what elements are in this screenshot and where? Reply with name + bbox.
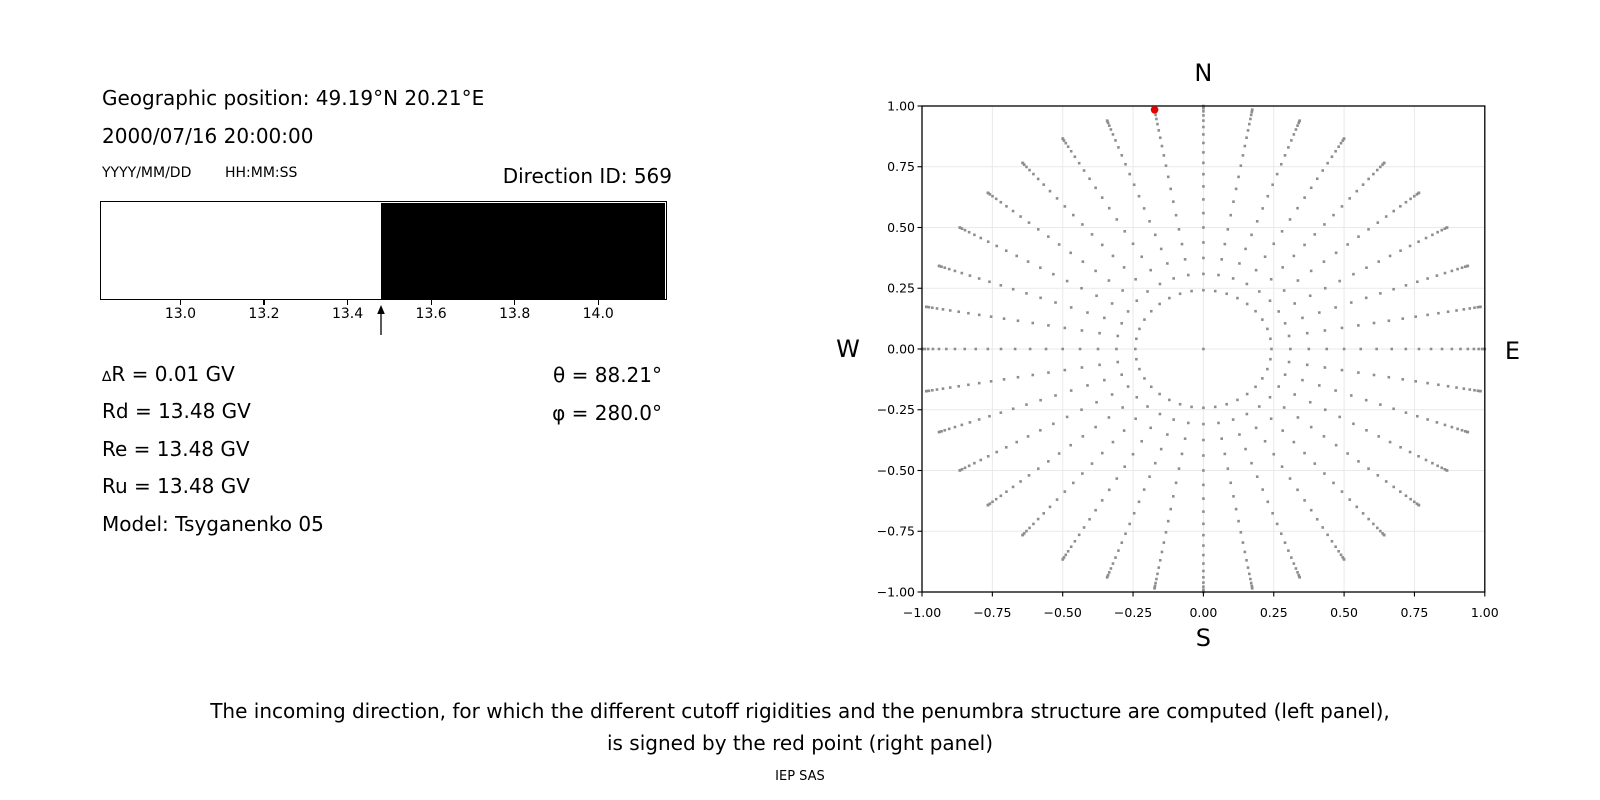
x-tick-label: −0.25 [1113,605,1153,620]
penumbra-tick-label: 13.2 [248,306,280,322]
x-tick-label: 0.25 [1259,605,1288,620]
phi-text: φ = 280.0° [552,400,662,425]
y-tick-label: −1.00 [876,584,915,600]
x-tick-label: 0.00 [1189,605,1218,620]
direction-id-text: Direction ID: 569 [502,164,672,188]
x-tick-label: −0.75 [973,605,1012,620]
x-tick-label: −1.00 [902,605,942,620]
x-tick-label: 0.75 [1400,605,1429,620]
rd-text: Rd = 13.48 GV [102,398,251,423]
penumbra-tick-label: 13.8 [499,306,531,322]
theta-text: θ = 88.21° [553,363,662,387]
re-text: Re = 13.48 GV [102,436,250,461]
ru-text: Ru = 13.48 GV [102,474,250,498]
penumbra-forbidden-region [381,203,666,299]
penumbra-tick-label: 13.4 [331,306,364,322]
y-tick-label: −0.75 [876,523,915,539]
compass-e-label: E [1504,337,1521,365]
y-tick-label: −0.50 [876,462,915,478]
penumbra-tick-label: 13.6 [415,306,447,322]
date-format-label: YYYY/MM/DD [102,165,192,181]
penumbra-tick-label: 13.0 [164,306,197,322]
caption-line2: is signed by the red point (right panel) [606,731,994,755]
caption-line1: The incoming direction, for which the different cutoff rigidities and the penumbra structure are computed (left panel), [210,699,1390,723]
delta-r-value: R = 0.01 GV [111,361,235,386]
y-tick-label: 1.00 [887,98,915,114]
cutoff-marker-arrow [373,304,389,337]
compass-s-label: S [1195,624,1212,652]
penumbra-tick [514,300,515,305]
compass-n-label: N [1194,59,1213,87]
compass-w-label: W [836,335,860,363]
delta-symbol: ∆ [102,368,112,385]
geographic-position-text: Geographic position: 49.19°N 20.21°E [102,86,485,110]
delta-r-text [102,363,235,389]
x-tick-label: 1.00 [1470,605,1499,620]
x-tick-label: −0.50 [1043,605,1082,620]
y-tick-label: 0.00 [887,341,915,357]
tick-layer [877,98,1499,620]
credit-text: IEP SAS [775,769,825,784]
y-tick-label: −0.25 [876,402,915,418]
penumbra-tick-label: 14.0 [582,306,614,322]
time-format-label: HH:MM:SS [225,165,298,181]
penumbra-tick [263,300,264,305]
penumbra-tick [180,300,181,305]
direction-plot [820,40,1580,660]
y-tick-label: 0.25 [887,280,915,296]
selected-direction-point [1151,106,1159,114]
datetime-text: 2000/07/16 20:00:00 [102,124,314,148]
penumbra-chart [100,201,667,361]
x-tick-label: 0.50 [1330,605,1359,620]
y-tick-label: 0.75 [887,159,915,175]
penumbra-tick [347,300,348,305]
model-text: Model: Tsyganenko 05 [102,511,324,536]
penumbra-tick [431,300,432,305]
y-tick-label: 0.50 [887,219,915,235]
penumbra-tick [598,300,599,305]
